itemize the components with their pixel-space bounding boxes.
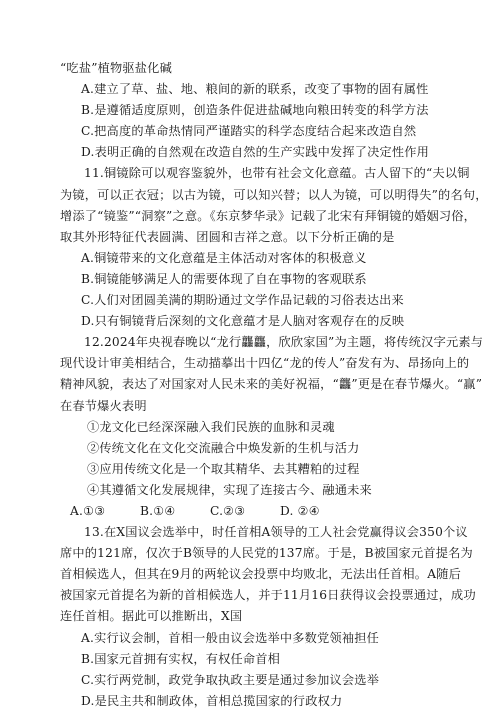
q11-option-c: C.人们对团圆美满的期盼通过文学作品记载的习俗表达出来 bbox=[81, 293, 404, 308]
q10-option-b: B.是遵循适度原则，创造条件促进盐碱地向粮田转变的科学方法 bbox=[81, 103, 429, 118]
q10-option-d: D.表明正确的自然观在改造自然的生产实践中发挥了决定性作用 bbox=[81, 145, 430, 160]
q12-statement-3: ③应用传统文化是一个取其精华、去其糟粕的过程 bbox=[87, 461, 360, 476]
intro-line: “吃盐”植物驱盐化碱 bbox=[60, 61, 172, 75]
q13-option-c: C.实行两党制，政党争取执政主要是通过参加议会选举 bbox=[81, 672, 380, 687]
q13-stem-line-4: 被国家元首提名为新的首相候选人，并于11月16日获得议会投票通过，成功 bbox=[60, 588, 476, 603]
exam-page bbox=[60, 58, 488, 712]
q12-stem-line-2: 现代设计审美相结合，生动描摹出十四亿“龙的传人”奋发有为、昂扬向上的 bbox=[60, 356, 470, 371]
q12-stem-line-4: 在春节爆火表明 bbox=[60, 398, 147, 413]
q13-stem-line-3: 首相候选人，但其在9月的两轮议会投票中均败北，无法出任首相。A随后 bbox=[60, 567, 461, 582]
q10-option-c: C.把高度的革命热情同严谨踏实的科学态度结合起来改造自然 bbox=[81, 124, 417, 139]
q11-option-d: D.只有铜镜背后深刻的文化意蕴才是人脑对客观存在的反映 bbox=[81, 314, 405, 329]
q12-answer-a: A.①③ bbox=[70, 503, 106, 518]
question-13 bbox=[60, 522, 474, 712]
question-12 bbox=[60, 332, 484, 522]
q12-answer-d: D. ②④ bbox=[280, 503, 320, 518]
q13-stem-line-5: 连任首相。据此可以推断出，X国 bbox=[60, 609, 243, 624]
q13-stem-line-1: 13.在X国议会选举中，时任首相A领导的工人社会党赢得议会350个议 bbox=[84, 525, 468, 540]
q11-stem-line-4: 取其外形特征代表圆满、团圆和吉祥之意。以下分析正确的是 bbox=[60, 229, 395, 244]
q13-option-a: A.实行议会制，首相一般由议会选举中多数党领袖担任 bbox=[81, 630, 379, 645]
q11-stem-line-1: 11.铜镜除可以观容鉴貌外，也带有社会文化意蕴。古人留下的“夫以铜 bbox=[84, 166, 470, 181]
question-11 bbox=[60, 163, 488, 332]
q11-stem-line-3: 增添了“镜鉴”“洞察”之意。《东京梦华录》记载了北宋有拜铜镜的婚姻习俗， bbox=[60, 208, 477, 223]
q12-answer-c: C.②③ bbox=[210, 503, 246, 518]
q12-statement-1: ①龙文化已经深深融入我们民族的血脉和灵魂 bbox=[87, 419, 335, 434]
q11-option-a: A.铜镜带来的文化意蕴是主体活动对客体的积极意义 bbox=[81, 250, 367, 265]
q12-stem-line-3: 精神风貌，表达了对国家对人民未来的美好祝福，“龘”更是在春节爆火。“赢” bbox=[60, 377, 483, 392]
q11-option-b: B.铜镜能够满足人的需要体现了自在事物的客观联系 bbox=[81, 271, 367, 286]
q11-stem-line-2: 为镜，可以正衣冠；以古为镜，可以知兴替；以人为镜，可以明得失”的名句， bbox=[60, 187, 488, 202]
q13-stem-line-2: 席中的121席，仅次于B领导的人民党的137席。于是，B被国家元首提名为 bbox=[60, 546, 473, 561]
q12-stem-line-1: 12.2024年央视春晚以“龙行龘龘，欣欣家国”为主题，将传统汉字元素与 bbox=[84, 335, 484, 350]
q12-answer-b: B.①④ bbox=[140, 503, 176, 518]
q10-option-a: A.建立了草、盐、地、粮间的新的联系，改变了事物的固有属性 bbox=[81, 82, 429, 97]
q12-answer-choices bbox=[60, 501, 474, 522]
q13-option-d: D.是民主共和制政体，首相总揽国家的行政权力 bbox=[81, 693, 343, 708]
q12-statement-2: ②传统文化在文化交流融合中焕发新的生机与活力 bbox=[87, 440, 360, 455]
question-10-options bbox=[60, 79, 474, 163]
q13-option-b: B.国家元首拥有实权，有权任命首相 bbox=[81, 651, 281, 666]
q12-statement-4: ④其遵循文化发展规律，实现了连接古今、融通未来 bbox=[87, 482, 372, 497]
